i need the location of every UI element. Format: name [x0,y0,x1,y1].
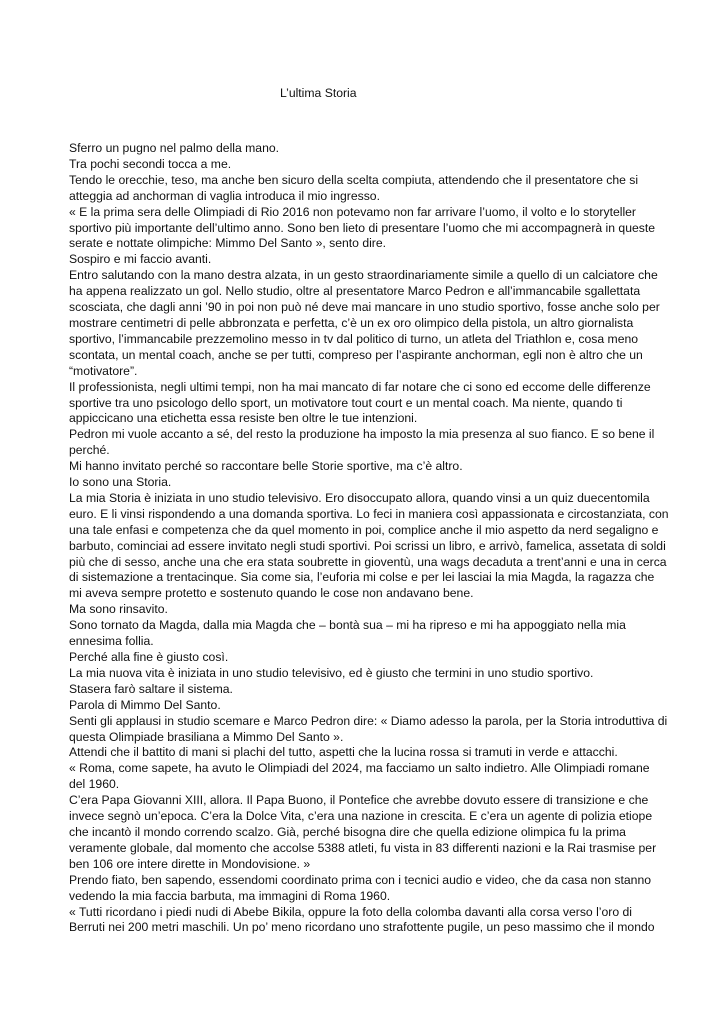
paragraph: « Roma, come sapete, ha avuto le Olimpiadi del 2024, ma facciamo un salto indietro. Alle Olimpiadi romane del 1960. [69,761,650,792]
paragraph: Attendi che il battito di mani si plachi del tutto, aspetti che la lucina rossa si tramuti in verde e attacchi. [69,745,618,760]
paragraph: Senti gli applausi in studio scemare e Marco Pedron dire: « Diamo adesso la parola, per la Storia introduttiva di questa Olimpiade brasiliana a Mimmo Del Santo ». [69,713,668,744]
paragraph: Mi hanno invitato perché so raccontare belle Storie sportive, ma c’è altro. [69,459,463,474]
paragraph: Sospiro e mi faccio avanti. [69,252,212,267]
paragraph: Stasera farò saltare il sistema. [69,681,233,696]
paragraph: « E la prima sera delle Olimpiadi di Rio 2016 non potevamo non far arrivare l’uomo, il volto e lo storyteller sportivo più importante dell’ultimo anno. Sono ben lieto di presentare l’uomo che mi accompagnerà in queste serate e nottate olimpiche: Mimmo Del Santo », sento dire. [69,204,656,251]
paragraph: Ma sono rinsavito. [69,602,168,617]
paragraph: Entro salutando con la mano destra alzata, in un gesto straordinariamente simile a quello di un calciatore che ha appena realizzato un gol. Nello studio, oltre al presentatore Marco Pedron e all’immancabile sgallettata scosciata, che dagli anni ’90 in poi non può né deve mai mancare in uno studio sportivo, fosse anche solo per mostrare centimetri di pelle abbronzata e perfetta, c’è un ex oro olimpico della pistola, un altro giornalista sportivo, l’immancabile prezzemolino messo in tv dal politico di turno, un atleta del Triathlon e, cosa meno scontata, un mental coach, anche se per tutti, compreso per l’aspirante anchorman, egli non è altro che un “motivatore”. [69,268,660,378]
paragraph: Parola di Mimmo Del Santo. [69,697,221,712]
document-title: L’ultima Storia [280,86,357,100]
paragraph: Sferro un pugno nel palmo della mano. [69,141,280,155]
document-body [69,141,669,936]
paragraph: Io sono una Storia. [69,475,172,490]
paragraph: Tra pochi secondi tocca a me. [69,156,232,171]
paragraph: La mia nuova vita è iniziata in uno studio televisivo, ed è giusto che termini in uno studio sportivo. [69,665,594,680]
paragraph: Tendo le orecchie, teso, ma anche ben sicuro della scelta compiuta, attendendo che il presentatore che si atteggia ad anchorman di vaglia introduca il mio ingresso. [69,172,639,203]
paragraph: Il professionista, negli ultimi tempi, non ha mai mancato di far notare che ci sono ed eccome delle differenze sportive tra uno psicologo dello sport, un motivatore tout court e un mental coach. Ma niente, quando ti appiccicano una etichetta essa resiste ben oltre le tue intenzioni. [69,379,651,426]
paragraph: « Tutti ricordano i piedi nudi di Abebe Bikila, oppure la foto della colomba davanti alla corsa verso l’oro di Berruti nei 200 metri maschili. Un po’ meno ricordano uno strafottente pugile, un peso massimo che il mondo [69,904,655,935]
paragraph: C’era Papa Giovanni XIII, allora. Il Papa Buono, il Pontefice che avrebbe dovuto essere di transizione e che invece segnò un’epoca. C’era la Dolce Vita, c’era una nazione in crescita. E c’era un agente di polizia etiope che incantò il mondo correndo scalzo. Già, perché bisogna dire che quella edizione olimpica fu la prima veramente globale, dal momento che accolse 5388 atleti, fu vista in 83 differenti nazioni e la Rai trasmise per ben 106 ore intere dirette in Mondovisione. » [69,793,657,871]
paragraph: Prendo fiato, ben sapendo, essendomi coordinato prima con i tecnici audio e video, che da casa non stanno vedendo la mia faccia barbuta, ma immagini di Roma 1960. [69,872,651,903]
paragraph: La mia Storia è iniziata in uno studio televisivo. Ero disoccupato allora, quando vinsi a un quiz duecentomila euro. E li vinsi rispondendo a una domanda sportiva. Lo feci in maniera così appassionata e circostanziata, con una tale enfasi e competenza che da quel momento in poi, complice anche il mio aspetto da nerd segaligno e barbuto, cominciai ad essere invitato negli studi sportivi. Poi scrissi un libro, e arrivò, famelica, assetata di soldi più che di sesso, anche una che era stata soubrette in gioventù, una wags decaduta a trent’anni e una in cerca di sistemazione a trentacinque. Sia come sia, l’euforia mi colse e per lei lasciai la mia Magda, la ragazza che mi aveva sempre protetto e sostenuto quando le cose non andavano bene. [69,490,669,601]
paragraph: Perché alla fine è giusto così. [69,650,229,664]
paragraph: Sono tornato da Magda, dalla mia Magda che – bontà sua – mi ha ripreso e mi ha appoggiato nella mia ennesima follia. [69,618,626,649]
paragraph: Pedron mi vuole accanto a sé, del resto la produzione ha imposto la mia presenza al suo fianco. E so bene il perché. [69,427,655,458]
